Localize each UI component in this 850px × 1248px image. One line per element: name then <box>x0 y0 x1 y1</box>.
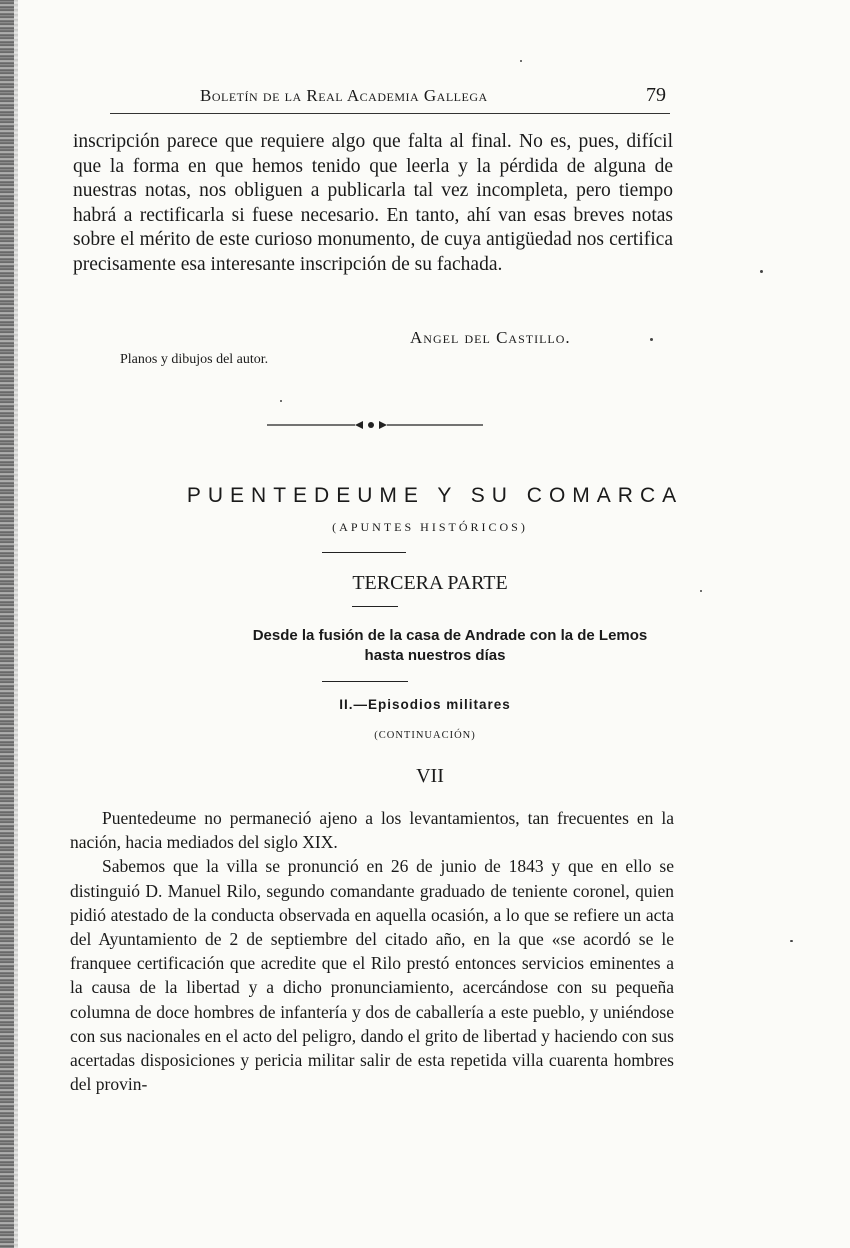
body-paragraph: Puentedeume no permaneció ajeno a los levantamientos, tan frecuentes en la nación, hacia mediados del siglo XIX. <box>70 808 674 853</box>
section-heading-line-2: hasta nuestros días <box>364 647 506 664</box>
header-rule <box>110 113 670 114</box>
illustration-credit: Planos y dibujos del autor. <box>120 352 269 367</box>
section-rule <box>322 681 408 682</box>
scan-speck <box>650 338 653 341</box>
title-rule <box>322 552 406 553</box>
scan-speck <box>790 940 793 942</box>
page-binding-shadow <box>14 0 18 1248</box>
page-binding-edge <box>0 0 14 1248</box>
page-header <box>200 84 670 114</box>
section-heading-line-1: Desde la fusión de la casa de Andrade con la de Lemos <box>252 627 648 644</box>
closing-paragraph: inscripción parece que requiere algo que falta al final. No es, pues, difícil que la forma en que hemos tenido que leerla y la pérdida de alguna de nuestras notas, nos obliguen a publicarla tal vez incompleta, pero tiempo habrá a rectificarla si fuese necesario. En tanto, ahí van esas breves notas sobre el mérito de este curioso monumento, de cuya antigüedad nos certifica precisamente esa interesante inscripción de su fachada. <box>73 131 673 275</box>
scan-speck <box>520 60 522 62</box>
part-title: TERCERA PARTE <box>352 572 508 594</box>
scan-speck <box>700 590 702 592</box>
article-title: PUENTEDEUME Y SU COMARCA <box>186 484 684 507</box>
subsection-heading: II.—Episodios militares <box>339 697 511 712</box>
part-rule <box>352 606 398 607</box>
scan-speck <box>280 400 282 402</box>
chapter-number: VII <box>416 765 444 787</box>
section-divider-ornament <box>267 418 483 432</box>
scan-speck <box>760 270 763 273</box>
author-signature: Angel del Castillo. <box>410 328 571 347</box>
page-number: 79 <box>646 84 666 106</box>
body-paragraph: Sabemos que la villa se pronunció en 26 de junio de 1843 y que en ello se distinguió D. Manuel Rilo, segundo comandante graduado de teniente coronel, quien pidió atestado de la conducta observada en aquella ocasión, a lo que se refiere un acta del Ayuntamiento de 2 de septiembre del citado año, en la que «se acordó se le franquee certificación que acredite que el Rilo prestó entonces servicios eminentes a la causa de la libertad y a dicho pronunciamiento, acercándose con su pequeña columna de doce hombres de infantería y dos de caballería a este pueblo, y uniéndose con sus nacionales en el acto del peligro, dando el grito de libertad y haciendo con sus acertadas disposiciones y pericia militar salir de esta repetida villa cuarenta hombres del provin- <box>70 856 674 1095</box>
running-head: Boletín de la Real Academia Gallega <box>200 86 488 105</box>
article-subtitle: (APUNTES HISTÓRICOS) <box>332 520 528 534</box>
continuation-note: (CONTINUACIÓN) <box>374 730 476 741</box>
article-body <box>70 806 674 1096</box>
